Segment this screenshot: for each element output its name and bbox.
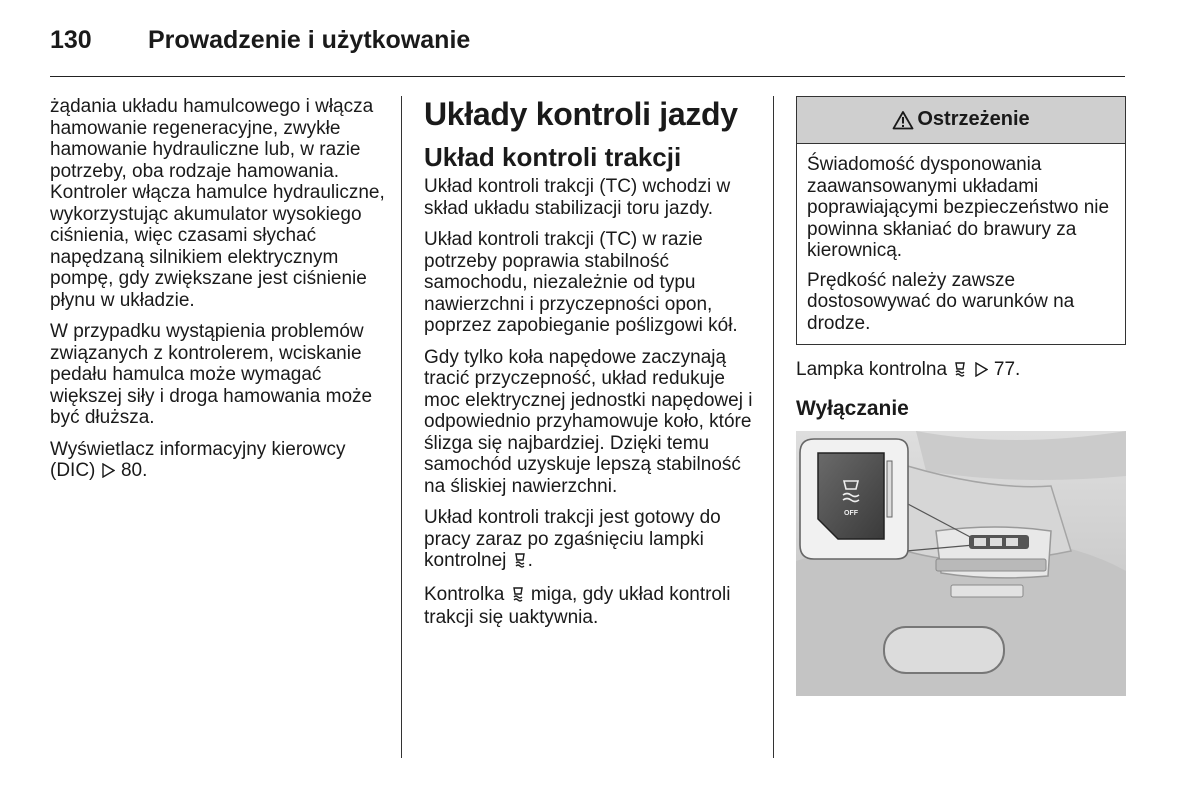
paragraph: Układ kontroli trakcji (TC) wchodzi w skład układu stabilizacji toru jazdy.: [424, 176, 731, 219]
page-header: [50, 26, 470, 58]
reference-arrow-icon[interactable]: [102, 462, 115, 484]
indicator-reference: [796, 359, 1126, 383]
paragraph-text: miga, gdy układ kontroli trakcji się uaktywnia.: [424, 583, 731, 628]
warning-paragraph: Świadomość dysponowania zaawansowanymi układami poprawiającymi bezpieczeństwo nie powinna skłaniać do brawury za kierownicą.: [807, 154, 1110, 261]
paragraph: Układ kontroli trakcji (TC) w razie potrzeby poprawia stabilność samochodu, niezależnie od typu nawierzchni i przyczepności opon, poprzez zapobieganie poślizgowi kół.: [424, 229, 738, 336]
paragraph: Gdy tylko koła napędowe zaczynają tracić przyczepność, układ redukuje moc elektrycznej jednostki napędowej i odpowiednio przyhamowuje koło, które ślizga się najbardziej. Dzięki temu samochód uzyskuje lepszą stabilność na śliskiej nawierzchni.: [424, 346, 753, 497]
warning-box: [796, 96, 1126, 345]
warning-paragraph: Prędkość należy zawsze dostosowywać do warunków na drodze.: [807, 269, 1075, 334]
paragraph-text: .: [527, 550, 533, 571]
paragraph: W przypadku wystąpienia problemów związanych z kontrolerem, wciskanie pedału hamulca może wymagać większej siły i droga hamowania może być dłuższa.: [50, 321, 373, 428]
subheading-off: Wyłączanie: [796, 396, 909, 420]
traction-control-icon: [511, 586, 525, 608]
paragraph: żądania układu hamulcowego i włącza hamowanie regeneracyjne, zwykłe hamowanie hydrauliczne lub, w razie potrzeby, oba rodzaje hamowania. Kontroler włącza hamulce hydrauliczne, wykorzystując akumulator wysokiego ciśnienia, więc czasami słychać napędzaną silnikiem elektrycznym pompę, gdy zwiększane jest ciśnienie płynu w układzie.: [50, 96, 385, 311]
header-divider: [50, 76, 1125, 77]
reference-text: Lampka kontrolna: [796, 359, 948, 380]
column-divider-1: [401, 96, 402, 758]
traction-control-icon: [513, 552, 527, 574]
reference-page-link[interactable]: 80.: [120, 460, 148, 481]
paragraph-text: Układ kontroli trakcji jest gotowy do pracy zaraz po zgaśnięciu lampki kontrolnej: [424, 507, 721, 571]
page-number: 130: [50, 26, 92, 54]
column-divider-2: [773, 96, 774, 758]
section-title: Prowadzenie i użytkowanie: [148, 26, 471, 54]
warning-title: Ostrzeżenie: [917, 108, 1030, 131]
warning-header: [797, 97, 1125, 144]
column-2: [424, 96, 759, 639]
paragraph-dic-reference: [50, 439, 385, 484]
reference-page-link[interactable]: 77.: [993, 359, 1021, 380]
paragraph: [424, 584, 759, 629]
overhead-console-photo: [796, 431, 1126, 696]
paragraph: [424, 507, 759, 574]
button-off-label: OFF: [844, 509, 858, 517]
chapter-title: Układy kontroli jazdy: [424, 96, 738, 132]
warning-triangle-icon: [892, 110, 914, 130]
column-3: [796, 96, 1126, 696]
reference-arrow-icon[interactable]: [975, 361, 988, 383]
column-1: [50, 96, 385, 494]
section-heading: Układ kontroli trakcji: [424, 142, 682, 172]
reference-text: Wyświetlacz informacyjny kierowcy (DIC): [50, 438, 346, 481]
warning-body: [797, 144, 1125, 344]
traction-control-icon: [953, 361, 967, 383]
paragraph-text: Kontrolka: [424, 583, 505, 605]
